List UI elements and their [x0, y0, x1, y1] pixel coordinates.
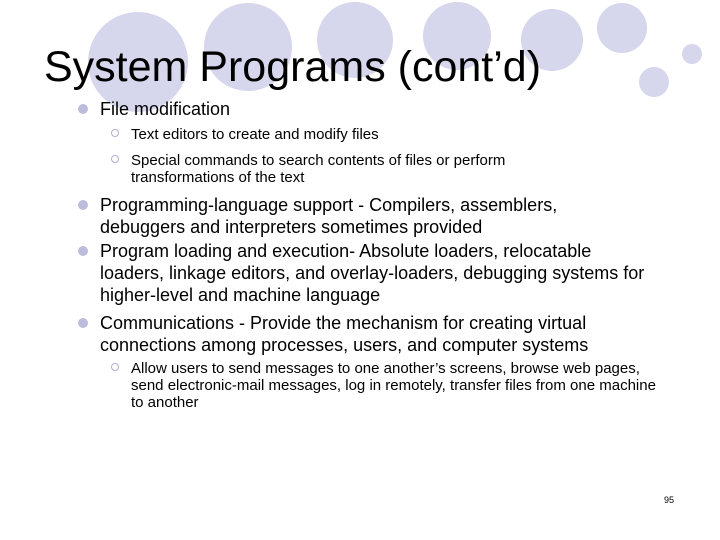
sub-bullet-text: Allow users to send messages to one another’s screens, browse web pages, send electronic-mail messages, log in remotely, transfer files from one machine to another	[131, 360, 656, 411]
bullet-dot-icon	[78, 246, 88, 256]
bullet-dot-icon	[78, 104, 88, 114]
decorative-circle	[597, 3, 647, 53]
bullet-text: Communications - Provide the mechanism for creating virtual connections among processes, users, and computer systems	[100, 313, 589, 355]
bullet-item	[100, 312, 650, 356]
bullet-dot-icon	[78, 318, 88, 328]
decorative-circle	[639, 67, 669, 97]
bullet-item	[100, 194, 640, 238]
sub-bullet-ring-icon	[111, 363, 119, 371]
slide-title: System Programs (cont’d)	[44, 43, 542, 91]
bullet-text: Programming-language support - Compilers, assemblers, debuggers and interpreters sometimes provided	[100, 195, 558, 237]
bullet-item	[100, 98, 660, 120]
bullet-text: File modification	[100, 99, 231, 119]
bullet-item	[100, 240, 660, 306]
decorative-circle	[682, 44, 702, 64]
sub-bullet-text: Special commands to search contents of files or perform transformations of the text	[131, 152, 506, 186]
sub-bullet-ring-icon	[111, 155, 119, 163]
bullet-dot-icon	[78, 200, 88, 210]
sub-bullet-ring-icon	[111, 129, 119, 137]
page-number: 95	[664, 495, 675, 505]
bullet-text: Program loading and execution- Absolute loaders, relocatable loaders, linkage editors, and overlay-loaders, debugging systems for higher-level and machine language	[100, 241, 645, 305]
sub-bullet-item	[131, 152, 601, 186]
sub-bullet-item	[131, 126, 671, 143]
sub-bullet-item	[131, 360, 656, 411]
sub-bullet-text: Text editors to create and modify files	[131, 126, 379, 143]
